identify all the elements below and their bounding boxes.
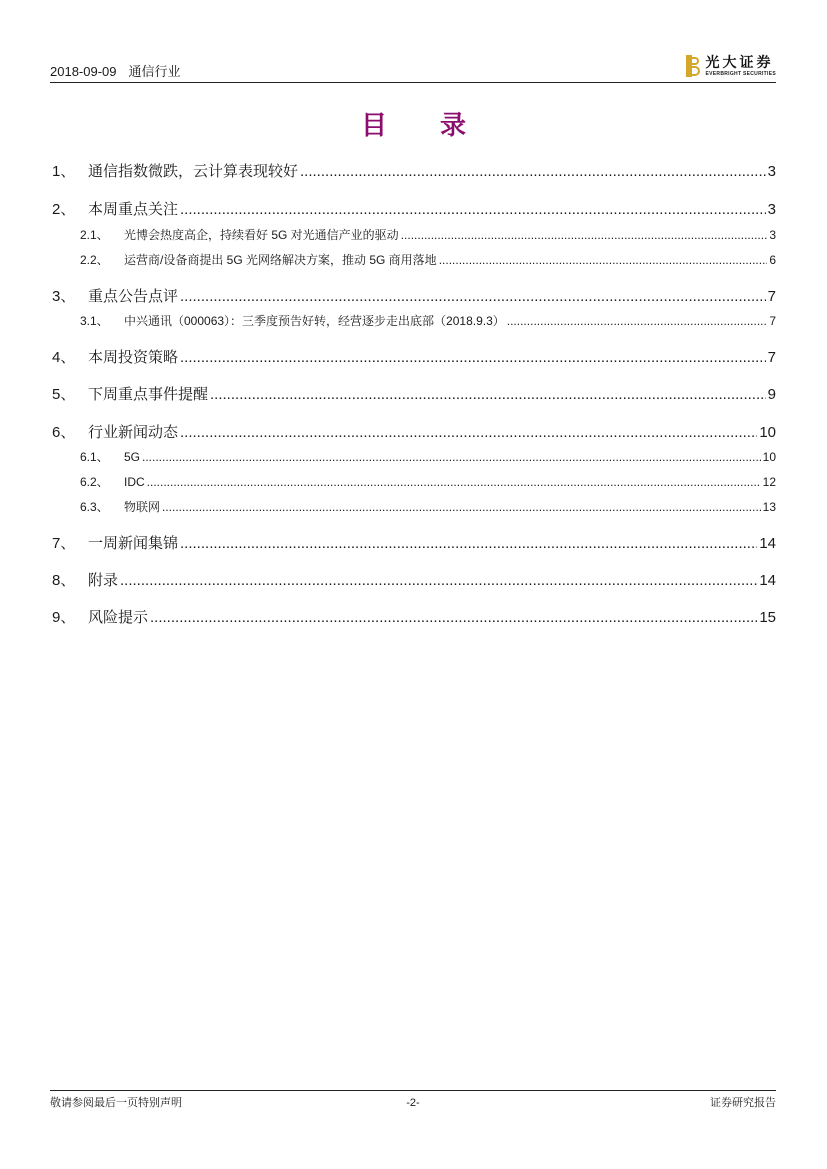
toc-entry-title: 通信指数微跌，云计算表现较好 (88, 163, 299, 180)
toc-leader-dots (147, 475, 761, 489)
toc-entry-title: 下周重点事件提醒 (88, 386, 209, 403)
toc-subentry[interactable] (80, 448, 776, 465)
logo-name-en: EVERBRIGHT SECURITIES (705, 70, 776, 77)
toc-entry-page: 7 (767, 349, 776, 366)
disclaimer-note: 敬请参阅最后一页特别声明 (50, 1097, 182, 1109)
toc-subentry[interactable] (80, 251, 776, 268)
toc-entry-number: 8、 (52, 572, 76, 589)
toc-entry-page: 12 (762, 475, 776, 489)
toc-entry-number: 7、 (52, 535, 76, 552)
toc-subentry[interactable] (80, 473, 776, 490)
toc-entry-number: 9、 (52, 609, 76, 626)
toc-entry[interactable] (52, 346, 776, 367)
toc-entry-title: 中兴通讯（000063）：三季度预告好转，经营逐步走出底部（2018.9.3） (124, 314, 505, 328)
toc-entry-number: 3.1、 (80, 314, 109, 328)
header-divider (50, 82, 776, 83)
logo-mark-icon (686, 55, 700, 77)
toc-entry[interactable] (52, 569, 776, 590)
toc-leader-dots (300, 163, 766, 180)
toc-leader-dots (162, 500, 761, 514)
industry-name: 通信行业 (128, 64, 181, 79)
toc-entry[interactable] (52, 532, 776, 553)
toc-entry-title: 附录 (88, 572, 119, 589)
toc-entry-number: 4、 (52, 349, 76, 366)
toc-entry-title: 本周重点关注 (88, 201, 179, 218)
toc-leader-dots (180, 424, 757, 441)
toc-entry-title: 光博会热度高企，持续看好 5G 对光通信产业的驱动 (124, 228, 399, 242)
toc-entry[interactable] (52, 421, 776, 442)
toc-entry-page: 9 (767, 386, 776, 403)
toc-entry-title: 5G (124, 450, 141, 464)
toc-title: 目 录 (360, 111, 489, 141)
toc-entry-number: 2、 (52, 201, 76, 218)
toc-entry-page: 14 (759, 535, 776, 552)
page-number: -2- (406, 1097, 420, 1109)
toc-entry-number: 2.2、 (80, 253, 109, 267)
footer-divider (50, 1090, 776, 1091)
toc-subentry[interactable] (80, 226, 776, 243)
toc-entry-page: 7 (767, 288, 776, 305)
toc-entry-number: 2.1、 (80, 228, 109, 242)
toc-entry-title: 物联网 (124, 500, 161, 514)
page-header (50, 54, 776, 82)
toc-entry-page: 15 (759, 609, 776, 626)
toc-entry[interactable] (52, 285, 776, 306)
toc-entry-page: 7 (769, 314, 776, 328)
toc-leader-dots (180, 535, 757, 552)
report-type: 证券研究报告 (710, 1097, 776, 1109)
toc-entry-page: 13 (762, 500, 776, 514)
toc-entry-title: 运营商/设备商提出 5G 光网络解决方案，推动 5G 商用落地 (124, 253, 437, 267)
toc-leader-dots (210, 386, 766, 403)
toc-leader-dots (180, 349, 766, 366)
toc-entry[interactable] (52, 160, 776, 181)
toc-entry-title: IDC (124, 475, 145, 489)
toc-entry-page: 10 (759, 424, 776, 441)
toc-leader-dots (120, 572, 757, 589)
toc-entry-number: 6、 (52, 424, 76, 441)
toc-leader-dots (150, 609, 757, 626)
toc-entry-number: 6.1、 (80, 450, 109, 464)
toc-entry-title: 风险提示 (88, 609, 149, 626)
toc-entry-number: 1、 (52, 163, 76, 180)
toc-leader-dots (180, 288, 766, 305)
toc-entry-page: 3 (769, 228, 776, 242)
toc-entry-number: 5、 (52, 386, 76, 403)
toc-entry-title: 行业新闻动态 (88, 424, 179, 441)
toc-leader-dots (180, 201, 766, 218)
toc-leader-dots (142, 450, 761, 464)
toc-entry-number: 6.2、 (80, 475, 109, 489)
toc-entry-page: 6 (769, 253, 776, 267)
toc-entry-page: 10 (762, 450, 776, 464)
toc-leader-dots (401, 228, 768, 242)
header-meta (50, 62, 181, 82)
toc-entry-page: 3 (767, 201, 776, 218)
toc-subentry[interactable] (80, 498, 776, 515)
toc-entry[interactable] (52, 383, 776, 404)
toc-entry-title: 重点公告点评 (88, 288, 179, 305)
report-date: 2018-09-09 (50, 64, 117, 79)
toc-leader-dots (439, 253, 768, 267)
toc-entry-page: 3 (767, 163, 776, 180)
toc-subentry[interactable] (80, 312, 776, 329)
toc-entry-page: 14 (759, 572, 776, 589)
toc-entry[interactable] (52, 198, 776, 219)
logo-name-cn: 光大证券 (705, 54, 774, 71)
toc-entry-title: 本周投资策略 (88, 349, 179, 366)
toc-entry-number: 3、 (52, 288, 76, 305)
company-logo (686, 52, 776, 80)
toc-entry-number: 6.3、 (80, 500, 109, 514)
toc-entry[interactable] (52, 606, 776, 627)
toc-entry-title: 一周新闻集锦 (88, 535, 179, 552)
toc-leader-dots (507, 314, 768, 328)
